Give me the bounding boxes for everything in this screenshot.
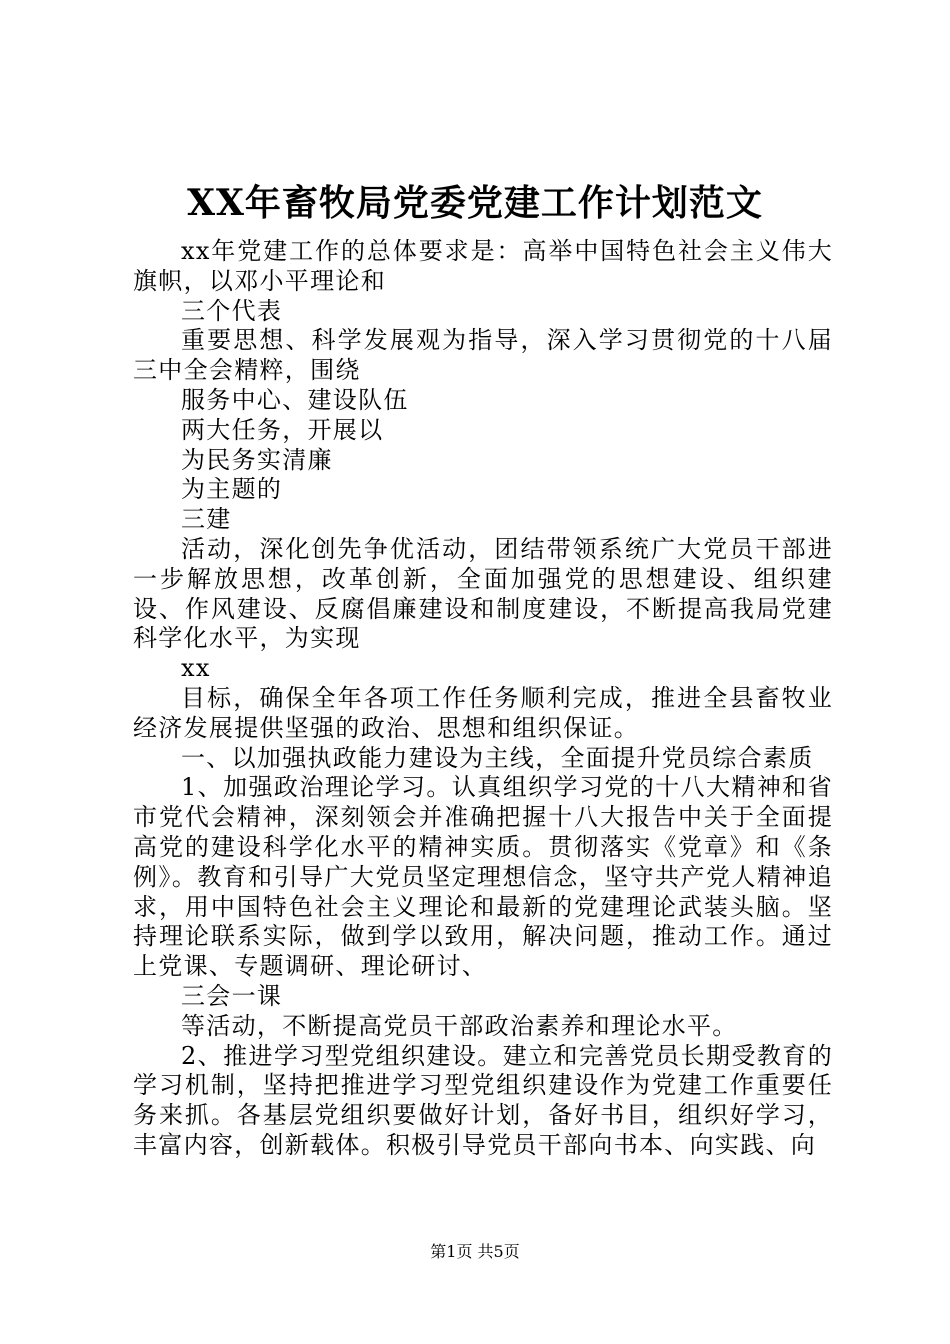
paragraph: 三个代表	[181, 296, 283, 325]
document-body	[133, 237, 833, 1161]
paragraph: 1、加强政治理论学习。认真组织学习党的十八大精神和省市党代会精神，深刻领会并准确把握十八大报告中关于全面提高党的建设科学化水平的精神实质。贯彻落实《党章》和《条例》。教育和引导广大党员坚定理想信念，坚守共产党人精神追求，用中国特色社会主义理论和最新的党建理论武装头脑。坚持理论联系实际，做到学以致用，解决问题，推动工作。通过上党课、专题调研、理论研讨、	[133, 773, 833, 981]
paragraph: xx年党建工作的总体要求是：高举中国特色社会主义伟大旗帜，以邓小平理论和	[133, 237, 833, 295]
paragraph: 目标，确保全年各项工作任务顺利完成，推进全县畜牧业经济发展提供坚强的政治、思想和组织保证。	[133, 683, 833, 742]
paragraph: 为民务实清廉	[181, 445, 333, 474]
page-footer: 第1页 共5页	[430, 1242, 520, 1261]
paragraph: 为主题的	[181, 475, 283, 504]
paragraph: 三建	[181, 505, 232, 534]
paragraph: 重要思想、科学发展观为指导，深入学习贯彻党的十八届三中全会精粹，围绕	[133, 326, 833, 385]
paragraph: 三会一课	[181, 981, 283, 1010]
paragraph: 两大任务，开展以	[181, 415, 384, 444]
paragraph: 2、推进学习型党组织建设。建立和完善党员长期受教育的学习机制，坚持把推进学习型党组织建设作为党建工作重要任务来抓。各基层党组织要做好计划，备好书目，组织好学习，丰富内容，创新载体。积极引导党员干部向书本、向实践、向	[133, 1041, 833, 1159]
paragraph: 活动，深化创先争优活动，团结带领系统广大党员干部进一步解放思想，改革创新，全面加强党的思想建设、组织建设、作风建设、反腐倡廉建设和制度建设，不断提高我局党建科学化水平，为实现	[133, 534, 833, 653]
paragraph: 等活动，不断提高党员干部政治素养和理论水平。	[181, 1011, 738, 1040]
section-heading: 一、以加强执政能力建设为主线，全面提升党员综合素质	[181, 743, 814, 772]
document-title: XX年畜牧局党委党建工作计划范文	[187, 182, 763, 224]
paragraph: 服务中心、建设队伍	[181, 385, 409, 414]
paragraph: xx	[181, 654, 211, 683]
